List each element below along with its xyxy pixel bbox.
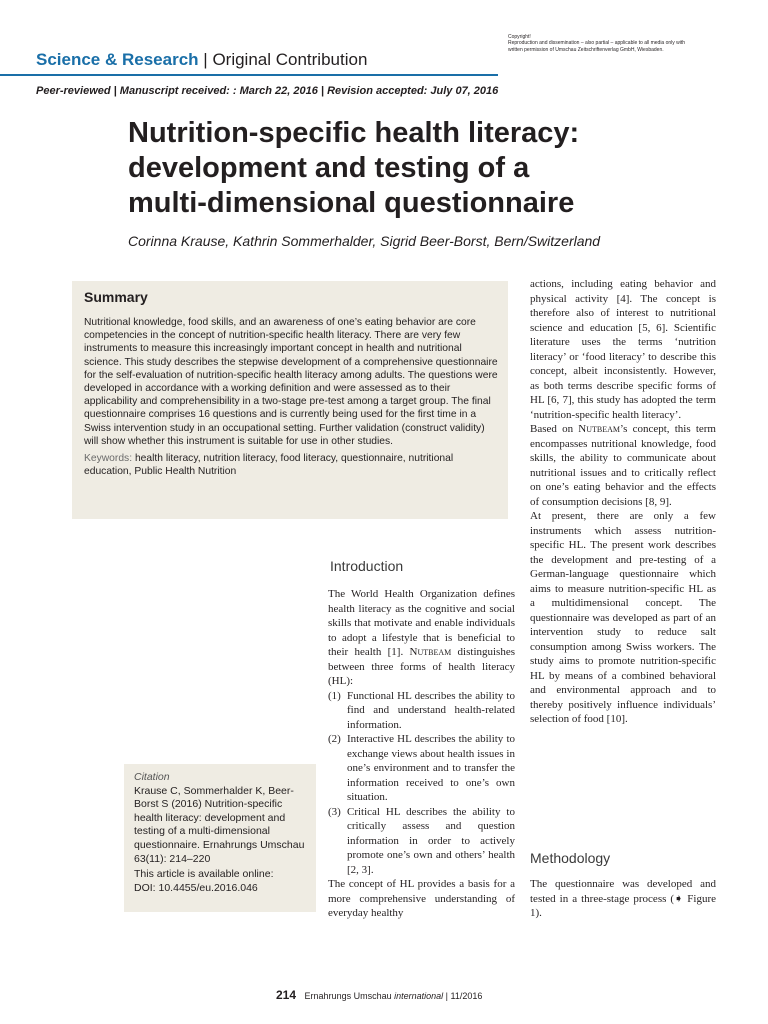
summary-text: Nutritional knowledge, food skills, and an awareness of one’s eating behavior are core competencies in the concept of nutrition-specific health literacy. There are very few instruments to measure this increasingly important concept in health and nutritional science. This study describes the stepwise development of a comprehensive questionnaire for the self-evaluation of nutrition-specific health literacy among adults. The questions were developed in accordance with a working definition and were assessed as to their applicability and comprehensibility in a two-stage pre-test among a target group. The final questionnaire comprises 16 questions and is currently being used for the first time in a Swiss intervention study in an occupational setting. Further validation (construct validity) will show whether this instrument is suitable for use in other studies. (84, 317, 498, 447)
copyright-line: written permission of Umschau Zeitschriftenverlag GmbH, Wiesbaden. (508, 46, 664, 53)
section-header (36, 50, 367, 70)
intro-text: ’s concept, this term encompasses nutritional knowledge, food skills, the ability to communicate about nutritional issues and to critically reflect on one’s eating behavior and the effects of consumption decisions [8, 9]. (530, 423, 716, 508)
author-line: Corinna Krause, Kathrin Sommerhalder, Sigrid Beer-Borst, Bern/Switzerland (128, 233, 601, 249)
contribution-type: Original Contribution (212, 50, 368, 69)
hl-forms-list (328, 689, 515, 878)
list-text: Functional HL describes the ability to find and understand health-related information. (347, 689, 515, 731)
journal-edition: international (394, 991, 444, 1001)
journal-issue: | 11/2016 (445, 991, 483, 1001)
peer-review-line: Peer-reviewed | Manuscript received: : March 22, 2016 | Revision accepted: July 07, 2016 (36, 85, 499, 97)
summary-heading: Summary (84, 289, 148, 305)
intro-text: The World Health Organization defines health literacy as the cognitive and social skills that motivate and enable individuals to adopt a lifestyle that is beneficial to their health [1]. (328, 588, 515, 658)
citation-text: Krause C, Sommerhalder K, Beer-Borst S (2016) Nutrition-specific health literacy: development and testing of a multi-dimensional questionnaire. Ernahrungs Umschau 63(11): 214–220 (134, 784, 305, 865)
list-number: (2) (328, 733, 341, 745)
summary-box (72, 281, 508, 519)
methodology-text (530, 877, 716, 921)
copyright-line: Copyright! (508, 34, 531, 40)
journal-name: Ernahrungs Umschau (304, 991, 392, 1001)
list-item (328, 732, 515, 805)
body-column-right (530, 277, 716, 727)
list-number: (1) (328, 689, 341, 702)
intro-paragraph: At present, there are only a few instruments which assess nutrition-specific HL. The present work describes the development and pre-testing of a German-language questionnaire which aims to measure nutrition-specific HL as a multidimensional concept. The questionnaire was developed as part of an intervention study to reduce salt consumption among Swiss workers. The study aims to promote nutrition-specific HL by means of a combined behavioral and environmental approach and to thereby positively influence individuals’ selection of food [10]. (530, 510, 716, 725)
intro-paragraph: actions, including eating behavior and physical activity [4]. The concept is therefore also of interest to nutritional science and education [5, 6]. Scientific literature uses the terms ‘nutrition literacy’ or ‘food literacy’ to describe this concept, albeit inconsistently. However, as both terms describe specific forms of HL [6, 7], this study has adopted the term ‘nutrition-specific health literacy’. (530, 278, 716, 421)
page-footer (276, 988, 482, 1003)
methodology-heading: Methodology (530, 850, 611, 866)
intro-paragraph (530, 422, 716, 509)
header-rule (0, 74, 498, 76)
copyright-line: Reproduction and dissemination – also partial – applicable to all media only with (508, 40, 686, 47)
introduction-heading: Introduction (330, 558, 404, 574)
list-number: (3) (328, 805, 341, 818)
body-column-middle (328, 587, 515, 921)
doi-link[interactable]: DOI: 10.4455/eu.2016.046 (134, 881, 258, 894)
article-title (128, 116, 708, 221)
citation-box (124, 764, 316, 912)
list-text: Critical HL describes the ability to critically assess and question information in order to actively promote one’s own and others’ health [2, 3]. (347, 805, 515, 876)
list-item (328, 805, 515, 878)
author-reference: Nutbeam (409, 646, 452, 658)
intro-paragraph: The concept of HL provides a basis for a more comprehensive understanding of everyday healthy (328, 878, 515, 919)
intro-text: distinguishes between three forms of health literacy (HL): (328, 646, 515, 687)
author-reference: Nutbeam (578, 423, 621, 435)
list-item (328, 689, 515, 733)
intro-text: Based on (530, 423, 579, 435)
methodology-paragraph: The questionnaire was developed and tested in a three-stage process (➧ Figure 1). (530, 878, 716, 919)
keywords-label: Keywords: (84, 453, 133, 465)
citation-heading: Citation (134, 771, 170, 783)
intro-paragraph (328, 587, 515, 689)
list-text: Interactive HL describes the ability to exchange views about health issues in one’s environment and to transfer the information received to one’s own situation. (347, 733, 515, 803)
title-line: development and testing of a (128, 152, 530, 184)
keywords-text: health literacy, nutrition literacy, food literacy, questionnaire, nutritional education, Public Health Nutrition (84, 453, 454, 478)
copyright-notice (508, 34, 728, 53)
title-line: multi-dimensional questionnaire (128, 187, 575, 219)
page-number: 214 (276, 988, 297, 1002)
keywords (84, 452, 498, 478)
title-line: Nutrition-specific health literacy: (128, 117, 580, 149)
online-availability: This article is available online: (134, 868, 274, 881)
section-separator: | (203, 50, 208, 69)
section-name: Science & Research (36, 50, 199, 69)
